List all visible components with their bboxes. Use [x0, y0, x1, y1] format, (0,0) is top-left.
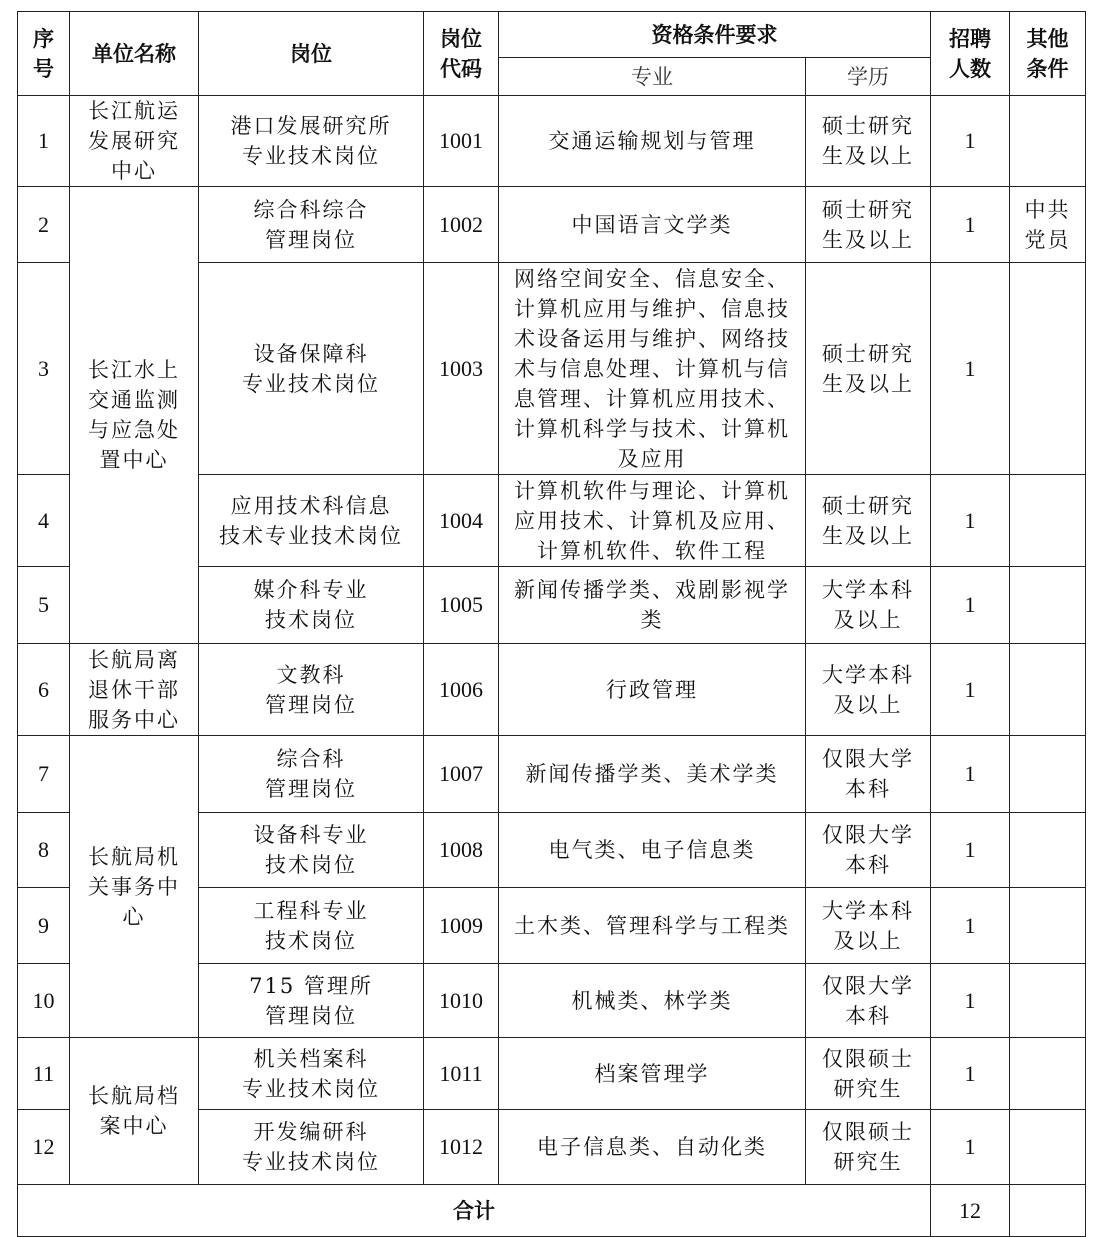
other-cell: [1010, 96, 1086, 187]
other-cell: [1010, 888, 1086, 964]
education-cell: 硕士研究 生及以上: [806, 96, 931, 187]
education-cell: 仅限硕士 研究生: [806, 1038, 931, 1110]
count-cell: 1: [931, 736, 1010, 813]
total-row: [18, 1185, 1086, 1237]
count-cell: 1: [931, 1038, 1010, 1110]
education-cell: 仅限硕士 研究生: [806, 1110, 931, 1185]
count-cell: 1: [931, 263, 1010, 475]
code-cell: 1002: [424, 187, 499, 263]
position-cell: 设备科专业 技术岗位: [199, 813, 424, 888]
total-count: 12: [931, 1185, 1010, 1237]
major-cell: 土木类、管理科学与工程类: [499, 888, 806, 964]
code-cell: 1012: [424, 1110, 499, 1185]
header-code: 岗位 代码: [424, 12, 499, 96]
unit-cell: 长航局机 关事务中 心: [70, 736, 199, 1038]
count-cell: 1: [931, 187, 1010, 263]
seq-cell: 7: [18, 736, 70, 813]
education-cell: 硕士研究 生及以上: [806, 475, 931, 567]
other-cell: [1010, 567, 1086, 644]
position-cell: 港口发展研究所 专业技术岗位: [199, 96, 424, 187]
code-cell: 1008: [424, 813, 499, 888]
code-cell: 1009: [424, 888, 499, 964]
education-cell: 大学本科 及以上: [806, 644, 931, 736]
table-row: [18, 1038, 1086, 1110]
unit-cell: 长航局档 案中心: [70, 1038, 199, 1185]
header-position: 岗位: [199, 12, 424, 96]
code-cell: 1006: [424, 644, 499, 736]
header-seq: 序 号: [18, 12, 70, 96]
major-cell: 档案管理学: [499, 1038, 806, 1110]
position-cell: 715 管理所 管理岗位: [199, 964, 424, 1038]
seq-cell: 11: [18, 1038, 70, 1110]
code-cell: 1010: [424, 964, 499, 1038]
other-cell: [1010, 813, 1086, 888]
code-cell: 1003: [424, 263, 499, 475]
count-cell: 1: [931, 813, 1010, 888]
position-cell: 开发编研科 专业技术岗位: [199, 1110, 424, 1185]
header-major: 专业: [499, 58, 806, 96]
education-cell: 仅限大学 本科: [806, 813, 931, 888]
code-cell: 1004: [424, 475, 499, 567]
major-cell: 新闻传播学类、戏剧影视学类: [499, 567, 806, 644]
seq-cell: 1: [18, 96, 70, 187]
position-cell: 设备保障科 专业技术岗位: [199, 263, 424, 475]
education-cell: 仅限大学 本科: [806, 736, 931, 813]
position-cell: 应用技术科信息 技术专业技术岗位: [199, 475, 424, 567]
other-cell: [1010, 964, 1086, 1038]
major-cell: 电子信息类、自动化类: [499, 1110, 806, 1185]
table-row: [18, 96, 1086, 187]
seq-cell: 8: [18, 813, 70, 888]
education-cell: 大学本科 及以上: [806, 567, 931, 644]
education-cell: 硕士研究 生及以上: [806, 263, 931, 475]
position-cell: 综合科 管理岗位: [199, 736, 424, 813]
major-cell: 计算机软件与理论、计算机应用技术、计算机及应用、计算机软件、软件工程: [499, 475, 806, 567]
position-cell: 工程科专业 技术岗位: [199, 888, 424, 964]
seq-cell: 2: [18, 187, 70, 263]
recruitment-table: [17, 11, 1086, 1237]
total-other-cell: [1010, 1185, 1086, 1237]
table-row: [18, 736, 1086, 813]
count-cell: 1: [931, 475, 1010, 567]
count-cell: 1: [931, 644, 1010, 736]
table-row: [18, 644, 1086, 736]
seq-cell: 3: [18, 263, 70, 475]
header-count: 招聘 人数: [931, 12, 1010, 96]
other-cell: [1010, 263, 1086, 475]
table-row: [18, 187, 1086, 263]
count-cell: 1: [931, 567, 1010, 644]
seq-cell: 12: [18, 1110, 70, 1185]
total-label: 合计: [18, 1185, 931, 1237]
header-other: 其他 条件: [1010, 12, 1086, 96]
other-cell: [1010, 1038, 1086, 1110]
code-cell: 1005: [424, 567, 499, 644]
major-cell: 新闻传播学类、美术学类: [499, 736, 806, 813]
position-cell: 综合科综合 管理岗位: [199, 187, 424, 263]
major-cell: 交通运输规划与管理: [499, 96, 806, 187]
header-education: 学历: [806, 58, 931, 96]
header-unit: 单位名称: [70, 12, 199, 96]
unit-cell: 长江航运 发展研究 中心: [70, 96, 199, 187]
unit-cell: 长江水上 交通监测 与应急处 置中心: [70, 187, 199, 644]
other-cell: [1010, 1110, 1086, 1185]
major-cell: 行政管理: [499, 644, 806, 736]
unit-cell: 长航局离 退休干部 服务中心: [70, 644, 199, 736]
position-cell: 机关档案科 专业技术岗位: [199, 1038, 424, 1110]
seq-cell: 6: [18, 644, 70, 736]
count-cell: 1: [931, 964, 1010, 1038]
position-cell: 媒介科专业 技术岗位: [199, 567, 424, 644]
position-cell: 文教科 管理岗位: [199, 644, 424, 736]
count-cell: 1: [931, 888, 1010, 964]
header-requirements: 资格条件要求: [499, 12, 931, 58]
other-cell: [1010, 475, 1086, 567]
major-cell: 网络空间安全、信息安全、计算机应用与维护、信息技术设备运用与维护、网络技术与信息处理、计算机与信息管理、计算机应用技术、计算机科学与技术、计算机及应用: [499, 263, 806, 475]
code-cell: 1007: [424, 736, 499, 813]
other-cell: 中共 党员: [1010, 187, 1086, 263]
code-cell: 1011: [424, 1038, 499, 1110]
seq-cell: 9: [18, 888, 70, 964]
major-cell: 电气类、电子信息类: [499, 813, 806, 888]
other-cell: [1010, 736, 1086, 813]
seq-cell: 10: [18, 964, 70, 1038]
other-cell: [1010, 644, 1086, 736]
count-cell: 1: [931, 1110, 1010, 1185]
education-cell: 大学本科 及以上: [806, 888, 931, 964]
count-cell: 1: [931, 96, 1010, 187]
seq-cell: 4: [18, 475, 70, 567]
major-cell: 机械类、林学类: [499, 964, 806, 1038]
seq-cell: 5: [18, 567, 70, 644]
education-cell: 硕士研究 生及以上: [806, 187, 931, 263]
code-cell: 1001: [424, 96, 499, 187]
major-cell: 中国语言文学类: [499, 187, 806, 263]
education-cell: 仅限大学 本科: [806, 964, 931, 1038]
